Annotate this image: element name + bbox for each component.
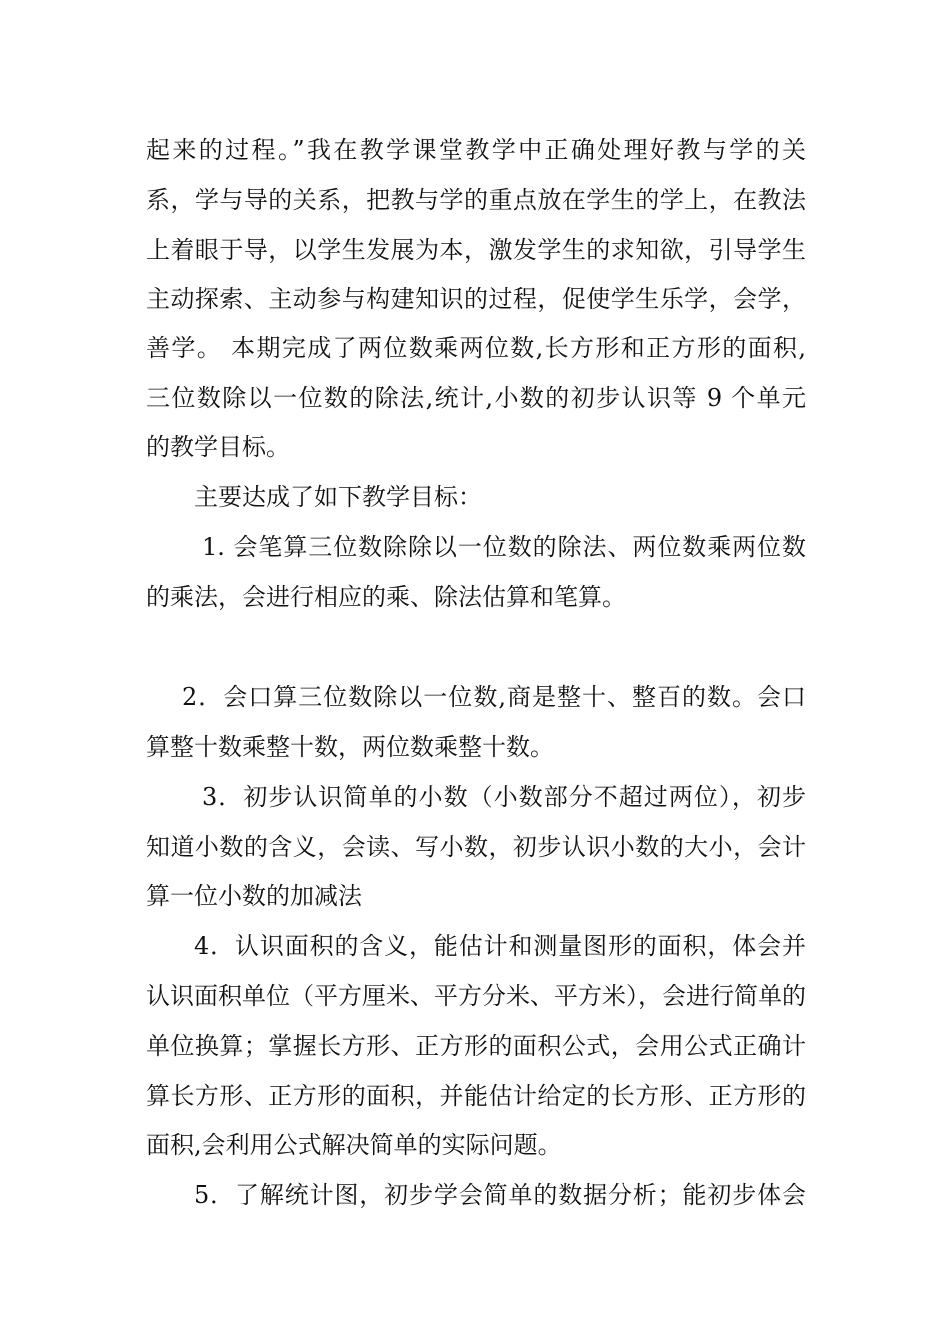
- paragraph-line: 三位数除以一位数的除法,统计,小数的初步认识等 9 个单元: [146, 384, 806, 412]
- list-item-line: 5．了解统计图，初步学会简单的数据分析；能初步体会: [194, 1181, 806, 1209]
- list-item-line: 认识面积单位（平方厘米、平方分米、平方米），会进行简单的: [146, 982, 806, 1010]
- list-item-line: 知道小数的含义，会读、写小数，初步认识小数的大小，会计: [146, 833, 806, 861]
- section-heading: 主要达成了如下教学目标：: [194, 483, 482, 511]
- paragraph-line: 善学。 本期完成了两位数乘两位数,长方形和正方形的面积,: [146, 334, 806, 362]
- list-item-line: 面积,会利用公式解决简单的实际问题。: [146, 1131, 562, 1159]
- list-item-line: 4．认识面积的含义，能估计和测量图形的面积，体会并: [194, 932, 806, 960]
- list-item-line: 算长方形、正方形的面积，并能估计给定的长方形、正方形的: [146, 1082, 806, 1110]
- list-item-line: 3．初步认识简单的小数（小数部分不超过两位），初步: [202, 783, 806, 811]
- list-item-line: 1. 会笔算三位数除除以一位数的除法、两位数乘两位数: [202, 533, 806, 561]
- paragraph-line: 系，学与导的关系，把教与学的重点放在学生的学上，在教法: [146, 186, 806, 214]
- paragraph-line: 主动探索、主动参与构建知识的过程，促使学生乐学，会学，: [146, 285, 806, 313]
- paragraph-line: 的教学目标。: [146, 433, 290, 461]
- list-item-line: 算整十数乘整十数，两位数乘整十数。: [146, 733, 554, 761]
- list-item-line: 的乘法，会进行相应的乘、除法估算和笔算。: [146, 583, 626, 611]
- paragraph-line: 起来的过程。”我在教学课堂教学中正确处理好教与学的关: [146, 136, 806, 164]
- list-item-line: 2．会口算三位数除以一位数,商是整十、整百的数。会口: [182, 683, 806, 711]
- paragraph-line: 上着眼于导，以学生发展为本，激发学生的求知欲，引导学生: [146, 236, 806, 264]
- list-item-line: 算一位小数的加减法: [146, 882, 362, 910]
- list-item-line: 单位换算；掌握长方形、正方形的面积公式，会用公式正确计: [146, 1032, 806, 1060]
